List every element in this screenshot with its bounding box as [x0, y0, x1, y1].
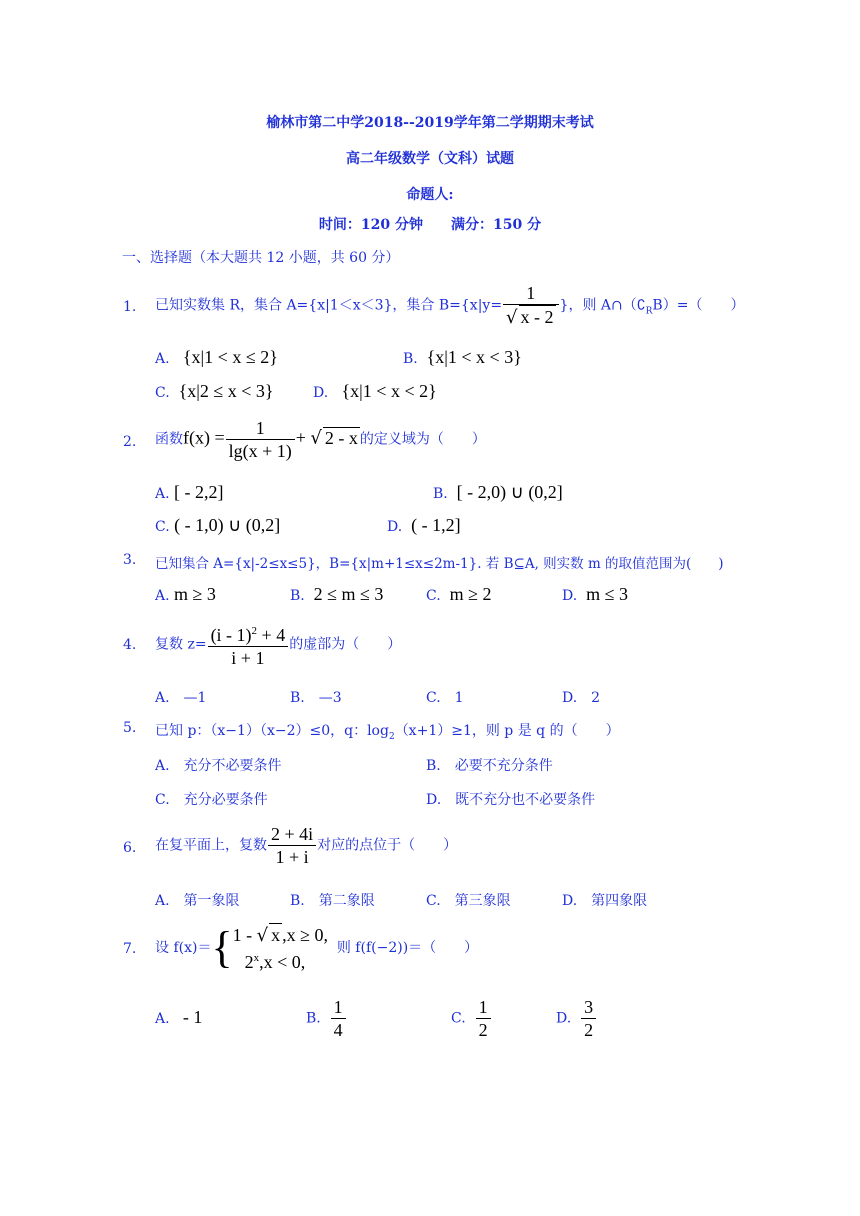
sqrt-icon: √	[256, 925, 269, 946]
exam-time-score: 时间：120 分钟 满分：150 分	[318, 217, 542, 233]
q3-option-d	[562, 584, 628, 605]
q6-option-c: C. 第三象限	[426, 893, 511, 909]
q1-frac-den	[503, 305, 558, 329]
question-5-stem	[155, 720, 620, 742]
q3-option-b	[290, 584, 383, 605]
q7-case2-sup: x	[253, 952, 260, 964]
q1-stem-a: 已知实数集 R，集合 A={x|1＜x＜3}，集合 B={x|y=	[155, 297, 503, 314]
q7-stem-a: 设 f(x)＝	[155, 940, 212, 956]
left-brace-icon: {	[211, 923, 233, 972]
exam-title: 榆林市第二中学2018--2019学年第二学期期末考试	[266, 115, 594, 131]
q7-option-d-den: 2	[584, 1020, 594, 1040]
q1-option-b-label: B.	[403, 351, 418, 367]
q4-frac-den: i + 1	[231, 648, 265, 668]
sqrt-icon: √	[310, 427, 322, 449]
q3-option-d-value: m ≤ 3	[586, 584, 628, 604]
q5-option-b: B. 必要不充分条件	[426, 758, 553, 774]
q2-stem-b: 的定义域为（ ）	[359, 431, 486, 448]
question-7-stem	[155, 923, 478, 973]
q4-stem-a: 复数 z=	[155, 636, 207, 653]
q7-option-b-label: B.	[306, 1010, 321, 1027]
q7-case1-b: ,x ≥ 0,	[282, 925, 328, 945]
q4-option-b: B. —3	[290, 690, 342, 706]
section-title: 一、选择题（本大题共 12 小题，共 60 分）	[122, 250, 400, 266]
q1-option-b	[403, 347, 522, 368]
q4-option-c: C. 1	[426, 690, 464, 706]
q4-frac-num-tail: + 4	[257, 625, 286, 645]
q3-option-b-label: B.	[290, 588, 305, 604]
q2-fraction	[226, 417, 295, 462]
q2-option-b-label: B.	[433, 486, 448, 502]
question-3-number: 3.	[123, 552, 137, 568]
q7-option-c-label: C.	[451, 1010, 466, 1027]
q7-case-2	[233, 947, 328, 973]
q7-option-b-num: 1	[331, 996, 346, 1019]
question-4-number: 4.	[123, 637, 137, 653]
q2-fx: f(x) =	[183, 427, 225, 448]
q5-option-c: C. 充分必要条件	[155, 792, 268, 808]
q6-option-d: D. 第四象限	[562, 893, 648, 909]
q4-stem-b: 的虚部为（ ）	[289, 636, 402, 653]
q1-stem-c: B）=（ ）	[652, 297, 745, 314]
q3-option-a-value: m ≥ 3	[174, 584, 216, 604]
q1-option-c-label: C.	[155, 385, 170, 401]
question-4-stem	[155, 620, 401, 669]
q3-option-b-value: 2 ≤ m ≤ 3	[313, 584, 384, 604]
q2-option-c-value: ( - 1,0) ∪ (0,2]	[174, 515, 281, 535]
q5-stem-sub: 2	[388, 731, 395, 742]
question-1-stem	[155, 282, 744, 329]
q4-frac-num-base: (i - 1)	[210, 625, 252, 645]
q6-option-b: B. 第二象限	[290, 893, 375, 909]
question-2-stem	[155, 417, 486, 462]
exam-author: 命题人:	[406, 187, 454, 203]
q1-option-b-value: {x|1 < x < 3}	[426, 347, 522, 367]
q2-option-d-label: D.	[387, 519, 403, 535]
q7-option-c	[451, 996, 492, 1041]
q7-option-a-label: A.	[155, 1011, 170, 1027]
q2-option-b	[433, 482, 563, 503]
q7-case2-base: 2	[244, 952, 254, 972]
q6-stem-a: 在复平面上，复数	[155, 837, 267, 854]
q2-option-c	[155, 515, 280, 536]
q7-option-a-value: - 1	[182, 1007, 203, 1027]
q2-option-a-value: [ - 2,2]	[174, 482, 224, 502]
q1-frac-num: 1	[503, 282, 558, 305]
question-7-number: 7.	[123, 941, 137, 957]
q6-option-a: A. 第一象限	[155, 893, 240, 909]
q3-option-a	[155, 584, 216, 605]
q7-piecewise	[233, 923, 328, 973]
q1-option-d	[313, 381, 437, 402]
q2-option-d-value: ( - 1,2]	[411, 515, 461, 535]
q7-option-c-num: 1	[476, 996, 491, 1019]
q6-frac-num: 2 + 4i	[268, 823, 316, 846]
q2-option-c-label: C.	[155, 519, 170, 535]
q1-option-d-label: D.	[313, 385, 329, 401]
q7-case-1	[233, 923, 328, 947]
question-1-number: 1.	[123, 299, 137, 315]
q7-option-a	[155, 1007, 202, 1028]
q7-case1-radicand: x	[271, 925, 281, 945]
q1-option-c-value: {x|2 ≤ x < 3}	[178, 381, 274, 401]
q4-frac-num-sup: 2	[251, 625, 258, 637]
question-6-number: 6.	[123, 840, 137, 856]
q5-stem-b: （x+1）≥1，则 p 是 q 的（ ）	[394, 723, 620, 739]
q5-option-a: A. 充分不必要条件	[155, 758, 282, 774]
question-6-stem	[155, 823, 457, 868]
q3-option-a-label: A.	[155, 588, 170, 604]
q4-fraction	[208, 620, 289, 669]
question-5-number: 5.	[123, 720, 137, 736]
q5-option-d: D. 既不充分也不必要条件	[426, 792, 596, 808]
q7-option-b-fraction	[331, 996, 346, 1041]
q7-option-d	[556, 996, 597, 1041]
q5-stem-a: 已知 p：（x−1）（x−2）≤0，q：log	[155, 723, 389, 739]
question-2-number: 2.	[123, 434, 137, 450]
q2-frac-den: lg(x + 1)	[228, 441, 292, 461]
q1-stem-b: }，则 A∩（∁	[559, 297, 646, 314]
q1-option-a-value: {x|1 < x ≤ 2}	[182, 347, 278, 367]
q1-option-a	[155, 347, 278, 368]
q3-option-c-value: m ≥ 2	[449, 584, 492, 604]
q2-radicand: 2 - x	[324, 427, 358, 448]
exam-subtitle: 高二年级数学（文科）试题	[346, 151, 514, 167]
q1-option-c	[155, 381, 274, 402]
q2-stem-a: 函数	[155, 431, 183, 448]
q7-case1-a: 1 -	[232, 925, 257, 945]
q1-radicand: x - 2	[520, 307, 554, 327]
q7-case2-tail: ,x < 0,	[259, 952, 306, 972]
q2-option-b-value: [ - 2,0) ∪ (0,2]	[456, 482, 563, 502]
q4-frac-num	[208, 620, 289, 647]
question-3-stem: 已知集合 A={x|-2≤x≤5}，B={x|m+1≤x≤2m-1}. 若 B⊆A, 则实数 m 的取值范围为( )	[155, 556, 724, 572]
q7-option-c-den: 2	[478, 1020, 488, 1040]
q7-option-d-fraction	[581, 996, 596, 1041]
q2-plus: +	[295, 427, 306, 448]
q6-frac-den: 1 + i	[275, 847, 309, 867]
q6-fraction	[268, 823, 316, 868]
q7-option-d-num: 3	[581, 996, 596, 1019]
q1-option-a-label: A.	[155, 351, 170, 367]
q3-option-c-label: C.	[426, 588, 441, 604]
q3-option-c	[426, 584, 491, 605]
q2-option-a	[155, 482, 224, 503]
q1-fraction	[503, 282, 558, 329]
q6-stem-b: 对应的点位于（ ）	[317, 837, 458, 854]
q1-option-d-value: {x|1 < x < 2}	[341, 381, 437, 401]
q7-option-d-label: D.	[556, 1010, 572, 1027]
q4-option-d: D. 2	[562, 690, 601, 706]
sqrt-icon: √	[506, 307, 518, 328]
q7-stem-b: 则 f(f(−2))＝（ ）	[336, 940, 479, 956]
q7-option-c-fraction	[476, 996, 491, 1041]
q2-option-a-label: A.	[155, 486, 170, 502]
q3-option-d-label: D.	[562, 588, 578, 604]
q2-frac-num: 1	[226, 417, 295, 440]
q2-option-d	[387, 515, 461, 536]
q7-option-b	[306, 996, 347, 1041]
q4-option-a: A. —1	[155, 690, 207, 706]
q7-option-b-den: 4	[333, 1020, 343, 1040]
q1-stem-sub: R	[645, 306, 653, 317]
